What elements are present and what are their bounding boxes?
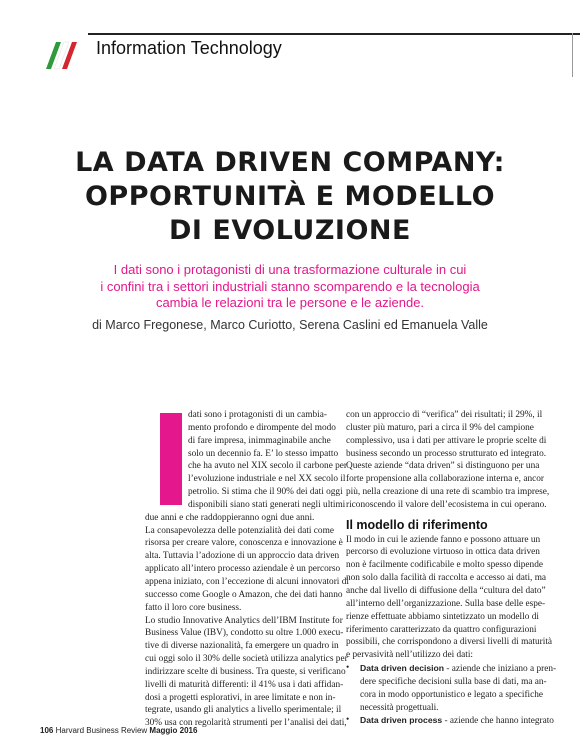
text-line: solo un decennio fa. E’ lo stesso impatto	[188, 448, 339, 459]
section-label: Information Technology	[96, 38, 282, 58]
text-line: possibili, che corrispondono a diversi livelli di maturità	[346, 637, 553, 648]
text-line: appena iniziato, con l’eccezione di alcuni innovatori di	[145, 576, 349, 587]
text-line: successo come Google o Amazon, che dei dati hanno	[145, 589, 343, 600]
section-heading: Il modello di riferimento	[346, 517, 488, 532]
list-item-continuation	[346, 676, 547, 715]
text-line: forte propensione alla collaborazione interna e, ancor	[346, 474, 544, 485]
text-line: disponibili siano stati generati negli ultimi	[188, 499, 346, 510]
text-line: 30% usa con regolarità strumenti per l’analisi dei dati,	[145, 718, 347, 729]
text-line: indirizzare scelte di business. Tra queste, si verificano	[145, 666, 346, 677]
text-line: dosi a progetti esplorativi, in aree limitate e non in-	[145, 692, 336, 703]
body-column-right	[346, 409, 557, 728]
text-line: l’evoluzione industriale e nel XX secolo il	[188, 474, 346, 485]
text-line: livelli di maturità differenti: il 41% usa i dati affidan-	[145, 679, 344, 690]
page-number: 106	[40, 726, 54, 735]
header-rule	[88, 33, 580, 35]
intro-paragraph	[145, 409, 348, 512]
text-line: che ha avuto nel XIX secolo il carbone per	[188, 461, 348, 472]
text-line: business secondo un processo strutturato ed integrato.	[346, 448, 547, 459]
text-line: applicato all’intero processo aziendale è un percorso	[145, 564, 341, 575]
body-column-left	[145, 409, 349, 730]
text-line: anche dal livello di diffusione della “cultura del dato”	[346, 585, 546, 596]
article-subtitle	[20, 262, 560, 312]
text-line: complessivo, usa i dati per attivare le proprie scelte di	[346, 435, 547, 446]
list-item-text: - aziende che iniziano a pren-	[444, 664, 557, 675]
magazine-name: Harvard Business Review	[55, 726, 148, 735]
subtitle-line: I dati sono i protagonisti di una trasformazione culturale in cui	[113, 262, 467, 277]
title-line: DI EVOLUZIONE	[169, 215, 411, 246]
subtitle-line: cambia le relazioni tra le persone e le aziende.	[155, 295, 425, 310]
text-line: e pervasività nell’utilizzo dei dati:	[346, 650, 474, 661]
body-paragraph	[346, 534, 553, 662]
header-divider	[572, 33, 573, 77]
text-line: cluster più maturo, pari a circa il 9% del campione	[346, 422, 534, 433]
text-line: riconoscendo il valore dell’ecosistema in cui operano.	[346, 499, 547, 510]
text-line: rienze effettuate abbiamo sintetizzato un modello di	[346, 611, 539, 622]
body-paragraph	[346, 409, 550, 512]
text-line: necessità progettuali.	[360, 702, 439, 713]
text-line: più, nella creazione di una rete di scambio tra imprese,	[346, 487, 550, 498]
text-line: non è facilmente codificabile e molto spesso dipende	[346, 560, 543, 571]
list-item-text: - aziende che hanno integrato	[442, 716, 554, 727]
text-line: due anni e che raddoppieranno ogni due anni.	[145, 512, 315, 523]
text-line: Il modo in cui le aziende fanno e possono attuare un	[346, 534, 541, 545]
text-line: con un approccio di “verifica” dei risultati; il 29%, il	[346, 410, 543, 420]
italian-flag-logo-icon	[42, 36, 78, 72]
bullet-icon: •	[346, 663, 350, 674]
list-item	[346, 714, 554, 728]
text-line: Business Value (IBV), condotto su oltre 1.000 execu-	[145, 628, 344, 639]
text-line: dati sono i protagonisti di un cambia-	[188, 410, 327, 420]
text-line: riferimento caratterizzato da quattro configurazioni	[346, 624, 537, 635]
issue-date: Maggio 2016	[149, 726, 198, 735]
text-line: petrolio. Si stima che il 90% dei dati oggi	[188, 487, 343, 498]
body-paragraph	[145, 512, 349, 730]
article-title	[20, 146, 560, 248]
text-line: fatto il loro core business.	[145, 602, 242, 613]
article-authors: di Marco Fregonese, Marco Curiotto, Serena Caslini ed Emanuela Valle	[92, 318, 488, 332]
subtitle-line: i confini tra i settori industriali stanno scomparendo e la tecnologia	[100, 278, 480, 294]
text-line: tegrate, usando gli analytics a livello sperimentale; il	[145, 705, 342, 716]
text-line: non solo dalla facilità di raccolta e accesso ai dati, ma	[346, 573, 547, 584]
title-line: OPPORTUNITÀ E MODELLO	[84, 181, 496, 212]
text-line: cui oggi solo il 30% delle società utilizza analytics per	[145, 654, 348, 665]
text-line: cora in modo opportunistico e legato a specifiche	[360, 689, 544, 700]
text-line: La consapevolezza delle potenzialità dei dati come	[145, 525, 334, 536]
text-line: percorso di evoluzione virtuoso in ottica data driven	[346, 547, 540, 558]
title-line: LA DATA DRIVEN COMPANY:	[75, 147, 505, 178]
text-line: alta. Tuttavia l’adozione di un approccio data driven	[145, 551, 340, 562]
text-line: Lo studio Innovative Analytics dell’IBM Institute for	[145, 615, 343, 626]
text-line: tive di diverse nazionalità, fa emergere un quadro in	[145, 641, 339, 652]
list-item	[346, 662, 557, 676]
list-item-term: Data driven process	[360, 715, 443, 726]
text-line: di fare impresa, inimmaginabile anche	[188, 435, 331, 446]
text-line: mento profondo e dirompente del modo	[188, 422, 336, 433]
text-line: risorsa per creare valore, conoscenza e innovazione è	[145, 538, 343, 549]
text-line: Queste aziende “data driven” si distinguono per una	[346, 461, 540, 472]
text-line: all’interno dell’organizzazione. Sulla base delle espe-	[346, 598, 546, 609]
bullet-icon: •	[346, 715, 350, 726]
text-line: dere specifiche decisioni sulla base di dati, ma an-	[360, 676, 547, 687]
page-footer	[40, 726, 197, 735]
list-item-term: Data driven decision	[360, 663, 445, 674]
